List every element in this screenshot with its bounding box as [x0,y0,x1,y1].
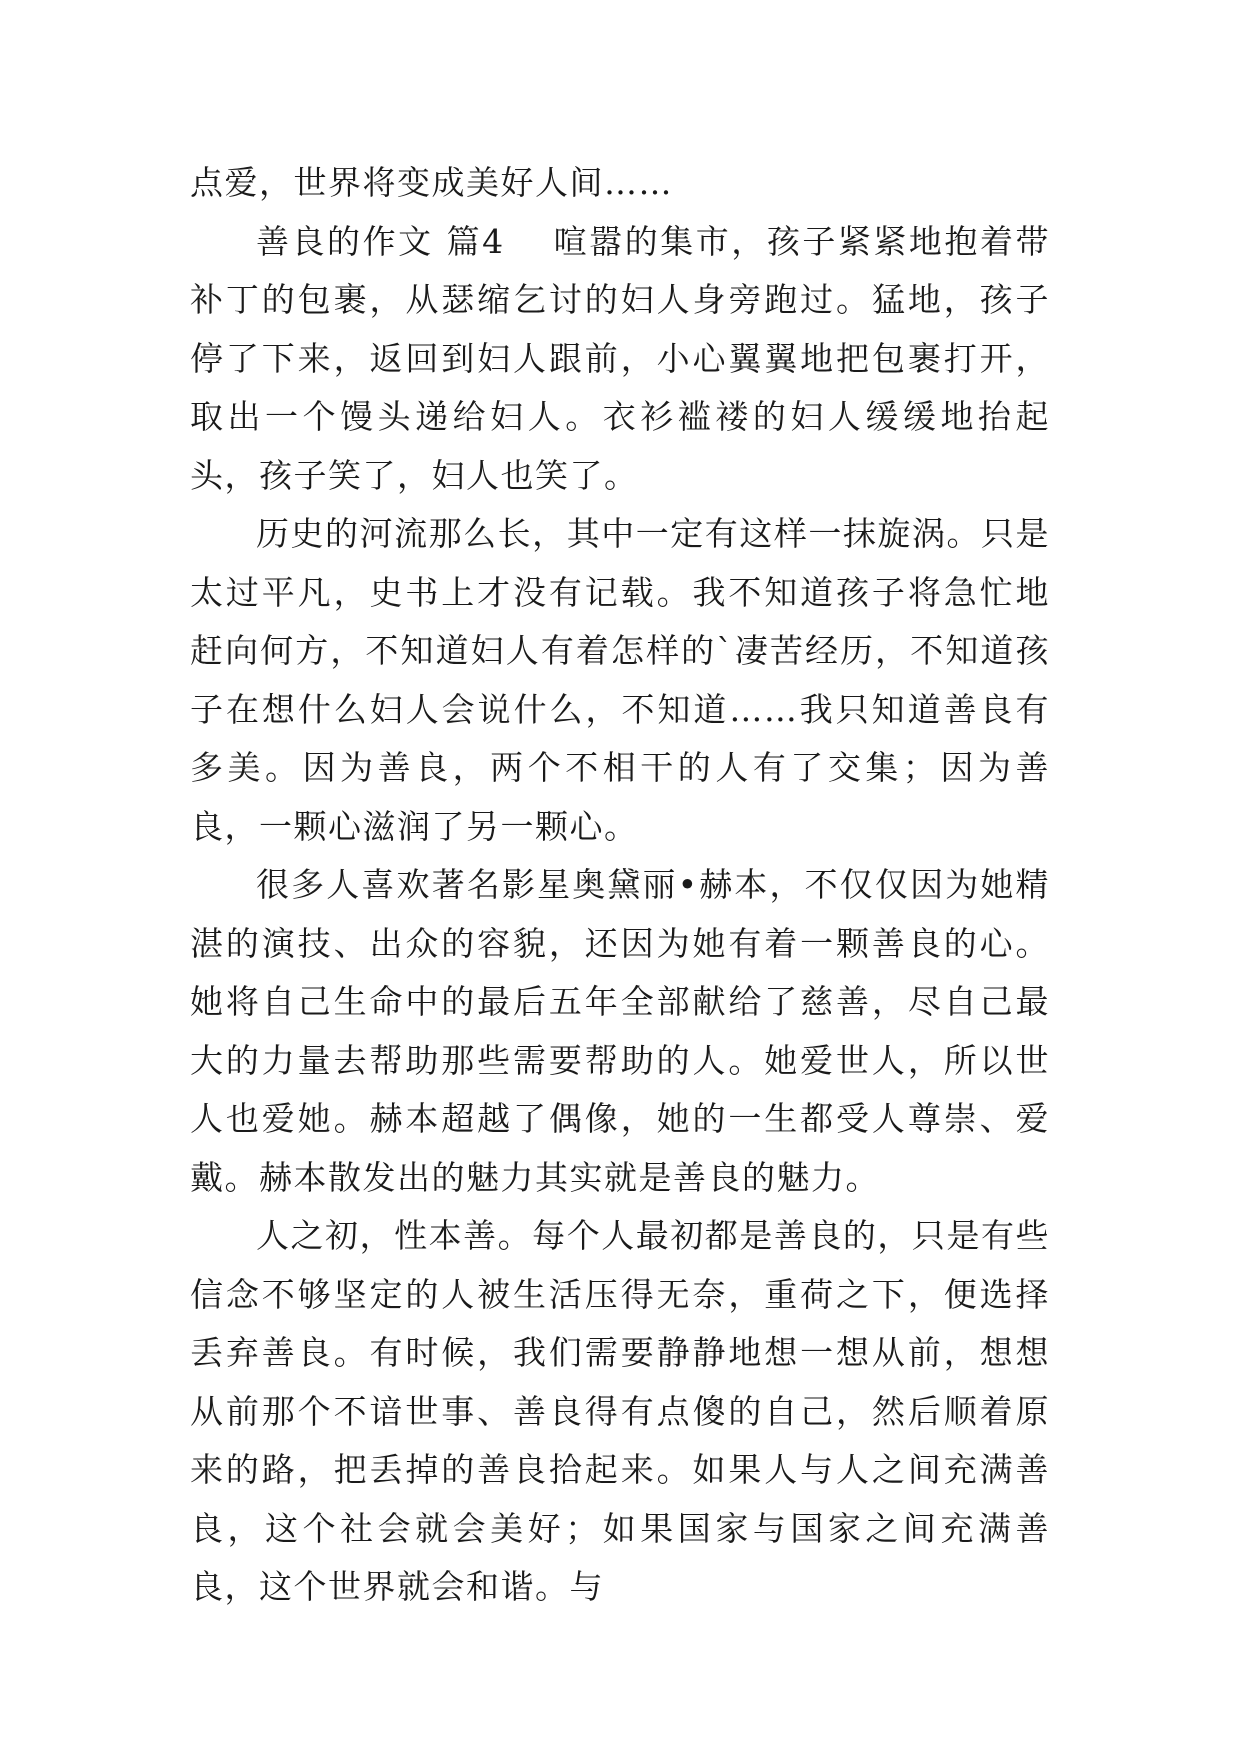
paragraph-human-nature: 人之初，性本善。每个人最初都是善良的，只是有些信念不够坚定的人被生活压得无奈，重荷之下，便选择丢弃善良。有时候，我们需要静静地想一想从前，想想从前那个不谙世事、善良得有点傻的自己，然后顺着原来的路，把丢掉的善良拾起来。如果人与人之间充满善良，这个社会就会美好；如果国家与国家之间充满善良，这个世界就会和谐。与 [190,1216,1050,1606]
paragraph-hepburn: 很多人喜欢著名影星奥黛丽•赫本，不仅仅因为她精湛的演技、出众的容貌，还因为她有着一颗善良的心。她将自己生命中的最后五年全部献给了慈善，尽自己最大的力量去帮助那些需要帮助的人。她爱世人，所以世人也爱她。赫本超越了偶像，她的一生都受人尊崇、爱戴。赫本散发出的魅力其实就是善良的魅力。 [190,865,1050,1197]
paragraph-continuation: 点爱，世界将变成美好人间…… [190,163,673,202]
paragraph-section-4 [190,213,1050,506]
section-body: 喧嚣的集市，孩子紧紧地抱着带补丁的包裹，从瑟缩乞讨的妇人身旁跑过。猛地，孩子停了下来，返回到妇人跟前，小心翼翼地把包裹打开，取出一个馒头递给妇人。衣衫褴褛的妇人缓缓地抬起头，孩子笑了，妇人也笑了。 [190,221,1050,495]
document-body [190,154,1050,1617]
paragraph-history: 历史的河流那么长，其中一定有这样一抹旋涡。只是太过平凡，史书上才没有记载。我不知道孩子将急忙地赶向何方，不知道妇人有着怎样的`凄苦经历，不知道孩子在想什么妇人会说什么，不知道……我只知道善良有多美。因为善良，两个不相干的人有了交集；因为善良，一颗心滋润了另一颗心。 [190,514,1050,846]
section-heading: 善良的作文 篇4 [256,221,505,261]
